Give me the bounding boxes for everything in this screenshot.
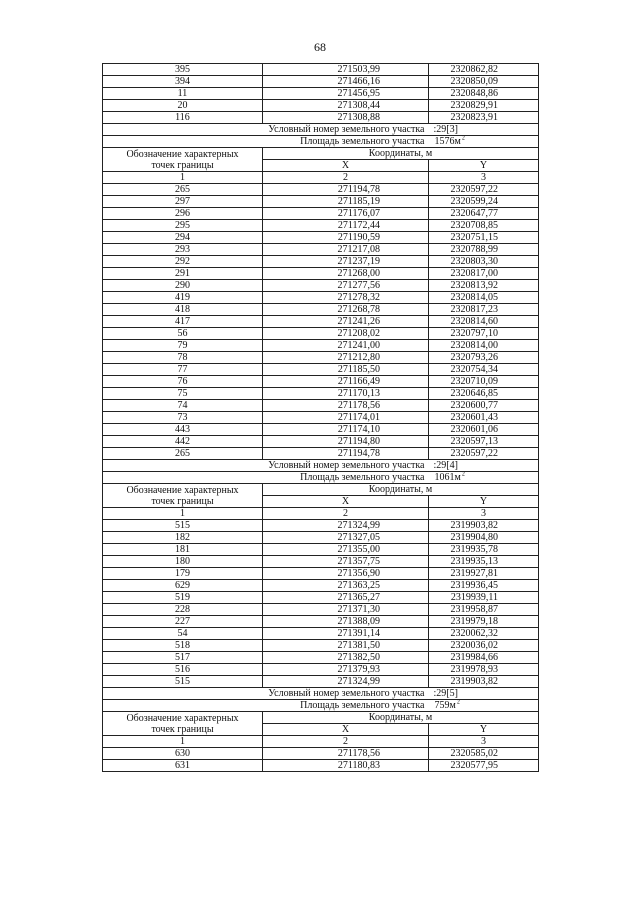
x-coordinate: 271237,19 [263, 256, 429, 268]
x-coordinate: 271456,95 [263, 88, 429, 100]
y-coordinate: 2320788,99 [429, 244, 539, 256]
x-coordinate: 271217,08 [263, 244, 429, 256]
x-coordinate: 271268,00 [263, 268, 429, 280]
y-coordinate: 2320814,05 [429, 292, 539, 304]
point-id: 180 [103, 556, 263, 568]
x-coordinate: 271212,80 [263, 352, 429, 364]
x-coordinate: 271324,99 [263, 520, 429, 532]
conditional-number-row [103, 688, 539, 700]
table-row [103, 532, 539, 544]
table-row [103, 520, 539, 532]
point-id: 394 [103, 76, 263, 88]
y-coordinate: 2320062,32 [429, 628, 539, 640]
point-id: 265 [103, 184, 263, 196]
y-coordinate: 2320601,06 [429, 424, 539, 436]
point-id: 395 [103, 64, 263, 76]
y-coordinate: 2320600,77 [429, 400, 539, 412]
point-designation-header [103, 484, 263, 508]
x-coordinate: 271355,00 [263, 544, 429, 556]
table-row [103, 328, 539, 340]
y-coordinate: 2319903,82 [429, 676, 539, 688]
x-coordinate: 271391,14 [263, 628, 429, 640]
x-coordinate: 271308,88 [263, 112, 429, 124]
conditional-number-cell [429, 124, 539, 136]
x-coordinate: 271365,27 [263, 592, 429, 604]
table-row [103, 568, 539, 580]
conditional-number-cell [429, 460, 539, 472]
y-coordinate: 2320597,13 [429, 436, 539, 448]
y-coordinate: 2320793,26 [429, 352, 539, 364]
x-coordinate: 271174,01 [263, 412, 429, 424]
y-coordinate: 2320646,85 [429, 388, 539, 400]
table-row [103, 616, 539, 628]
table-row [103, 436, 539, 448]
y-coordinate: 2320036,02 [429, 640, 539, 652]
point-id: 116 [103, 112, 263, 124]
y-coordinate: 2320817,23 [429, 304, 539, 316]
y-coordinate: 2320803,30 [429, 256, 539, 268]
point-id: 77 [103, 364, 263, 376]
y-coordinate: 2320862,82 [429, 64, 539, 76]
point-id: 631 [103, 760, 263, 772]
y-header: Y [429, 496, 539, 508]
point-id: 417 [103, 316, 263, 328]
y-coordinate: 2320601,43 [429, 412, 539, 424]
y-coordinate: 2320754,34 [429, 364, 539, 376]
point-id: 265 [103, 448, 263, 460]
y-coordinate: 2319935,13 [429, 556, 539, 568]
area-unit-superscript: 2 [461, 471, 465, 478]
x-coordinate: 271308,44 [263, 100, 429, 112]
x-coordinate: 271278,32 [263, 292, 429, 304]
x-coordinate: 271190,59 [263, 232, 429, 244]
table-row [103, 448, 539, 460]
point-designation-header [103, 148, 263, 172]
column-number-2: 2 [263, 736, 429, 748]
table-row [103, 184, 539, 196]
column-number-3: 3 [429, 508, 539, 520]
y-coordinate: 2319939,11 [429, 592, 539, 604]
conditional-number-label: Условный номер земельного участка [103, 460, 429, 472]
point-id: 290 [103, 280, 263, 292]
point-id: 418 [103, 304, 263, 316]
y-coordinate: 2320585,02 [429, 748, 539, 760]
page-number: 68 [314, 40, 326, 54]
area-number: 1576м [434, 136, 461, 147]
area-unit-superscript: 2 [456, 699, 460, 706]
x-coordinate: 271381,50 [263, 640, 429, 652]
x-coordinate: 271356,90 [263, 568, 429, 580]
x-coordinate: 271185,50 [263, 364, 429, 376]
table-row [103, 580, 539, 592]
column-number-row [103, 172, 539, 184]
table-row [103, 640, 539, 652]
area-label: Площадь земельного участка [103, 700, 429, 712]
table-row [103, 220, 539, 232]
y-coordinate: 2319958,87 [429, 604, 539, 616]
area-row [103, 472, 539, 484]
y-coordinate: 2320577,95 [429, 760, 539, 772]
table-row [103, 76, 539, 88]
coordinates-table-body [103, 64, 539, 772]
point-id: 76 [103, 376, 263, 388]
area-label: Площадь земельного участка [103, 136, 429, 148]
column-number-2: 2 [263, 172, 429, 184]
point-id: 295 [103, 220, 263, 232]
point-id: 292 [103, 256, 263, 268]
y-coordinate: 2320647,77 [429, 208, 539, 220]
area-cell [429, 700, 539, 712]
table-row [103, 232, 539, 244]
point-id: 291 [103, 268, 263, 280]
y-coordinate: 2319936,45 [429, 580, 539, 592]
point-id: 20 [103, 100, 263, 112]
table-row [103, 208, 539, 220]
conditional-number-label: Условный номер земельного участка [103, 688, 429, 700]
x-coordinate: 271172,44 [263, 220, 429, 232]
table-row [103, 268, 539, 280]
y-coordinate: 2320710,09 [429, 376, 539, 388]
point-id: 297 [103, 196, 263, 208]
point-id: 75 [103, 388, 263, 400]
x-coordinate: 271194,78 [263, 448, 429, 460]
column-number-2: 2 [263, 508, 429, 520]
table-row [103, 388, 539, 400]
area-label: Площадь земельного участка [103, 472, 429, 484]
point-id: 296 [103, 208, 263, 220]
y-coordinate: 2320599,24 [429, 196, 539, 208]
y-coordinate: 2320751,15 [429, 232, 539, 244]
point-id: 519 [103, 592, 263, 604]
table-row [103, 676, 539, 688]
table-row [103, 400, 539, 412]
point-id: 228 [103, 604, 263, 616]
table-row [103, 112, 539, 124]
column-number-3: 3 [429, 172, 539, 184]
header-row [103, 712, 539, 724]
point-designation-line2: точек границы [151, 159, 214, 171]
area-row [103, 136, 539, 148]
y-coordinate: 2320597,22 [429, 184, 539, 196]
table-row [103, 316, 539, 328]
table-row [103, 292, 539, 304]
area-cell [429, 136, 539, 148]
point-id: 293 [103, 244, 263, 256]
y-coordinate: 2319904,80 [429, 532, 539, 544]
table-row [103, 196, 539, 208]
table-row [103, 628, 539, 640]
column-number-row [103, 736, 539, 748]
table-row [103, 256, 539, 268]
x-coordinate: 271327,05 [263, 532, 429, 544]
point-designation-line1: Обозначение характерных [126, 712, 239, 724]
table-row [103, 424, 539, 436]
y-coordinate: 2319935,78 [429, 544, 539, 556]
y-coordinate: 2320797,10 [429, 328, 539, 340]
point-id: 442 [103, 436, 263, 448]
area-value [433, 700, 461, 712]
point-id: 74 [103, 400, 263, 412]
x-coordinate: 271208,02 [263, 328, 429, 340]
y-header: Y [429, 160, 539, 172]
coordinates-table [102, 63, 539, 772]
x-coordinate: 271176,07 [263, 208, 429, 220]
y-coordinate: 2320814,00 [429, 340, 539, 352]
y-coordinate: 2320708,85 [429, 220, 539, 232]
x-coordinate: 271324,99 [263, 676, 429, 688]
point-id: 78 [103, 352, 263, 364]
y-coordinate: 2320848,86 [429, 88, 539, 100]
table-row [103, 748, 539, 760]
x-coordinate: 271166,49 [263, 376, 429, 388]
x-coordinate: 271178,56 [263, 748, 429, 760]
column-number-1: 1 [103, 508, 263, 520]
column-number-3: 3 [429, 736, 539, 748]
point-designation-line1: Обозначение характерных [126, 148, 239, 160]
point-id: 515 [103, 520, 263, 532]
x-coordinate: 271503,99 [263, 64, 429, 76]
point-id: 11 [103, 88, 263, 100]
y-coordinate: 2319903,82 [429, 520, 539, 532]
conditional-number-value: :29[4] [433, 460, 458, 471]
x-coordinate: 271357,75 [263, 556, 429, 568]
area-number: 759м [434, 700, 456, 711]
table-row [103, 340, 539, 352]
column-number-row [103, 508, 539, 520]
area-cell [429, 472, 539, 484]
y-coordinate: 2320850,09 [429, 76, 539, 88]
x-coordinate: 271371,30 [263, 604, 429, 616]
area-row [103, 700, 539, 712]
coordinates-header: Координаты, м [263, 148, 539, 160]
table-row [103, 100, 539, 112]
column-number-1: 1 [103, 736, 263, 748]
conditional-number-value: :29[3] [433, 124, 458, 135]
point-id: 443 [103, 424, 263, 436]
table-row [103, 352, 539, 364]
table-row [103, 592, 539, 604]
x-coordinate: 271466,16 [263, 76, 429, 88]
table-row [103, 760, 539, 772]
point-designation-header [103, 712, 263, 736]
point-id: 227 [103, 616, 263, 628]
y-coordinate: 2320829,91 [429, 100, 539, 112]
point-id: 629 [103, 580, 263, 592]
y-coordinate: 2320813,92 [429, 280, 539, 292]
point-id: 294 [103, 232, 263, 244]
point-id: 73 [103, 412, 263, 424]
table-row [103, 604, 539, 616]
point-designation-line2: точек границы [151, 495, 214, 507]
y-coordinate: 2320597,22 [429, 448, 539, 460]
x-header: X [263, 724, 429, 736]
point-id: 181 [103, 544, 263, 556]
table-row [103, 412, 539, 424]
x-coordinate: 271388,09 [263, 616, 429, 628]
point-id: 54 [103, 628, 263, 640]
x-coordinate: 271178,56 [263, 400, 429, 412]
x-coordinate: 271194,78 [263, 184, 429, 196]
table-row [103, 556, 539, 568]
point-id: 630 [103, 748, 263, 760]
y-coordinate: 2319978,93 [429, 664, 539, 676]
point-id: 79 [103, 340, 263, 352]
x-coordinate: 271277,56 [263, 280, 429, 292]
area-unit-superscript: 2 [461, 135, 465, 142]
table-row [103, 544, 539, 556]
y-coordinate: 2319984,66 [429, 652, 539, 664]
area-number: 1061м [434, 472, 461, 483]
table-row [103, 664, 539, 676]
table-row [103, 652, 539, 664]
x-header: X [263, 160, 429, 172]
conditional-number-row [103, 460, 539, 472]
point-id: 419 [103, 292, 263, 304]
point-designation-line2: точек границы [151, 723, 214, 735]
column-number-1: 1 [103, 172, 263, 184]
x-coordinate: 271241,00 [263, 340, 429, 352]
x-coordinate: 271180,83 [263, 760, 429, 772]
area-value [433, 136, 466, 148]
x-coordinate: 271194,80 [263, 436, 429, 448]
y-coordinate: 2320814,60 [429, 316, 539, 328]
conditional-number-row [103, 124, 539, 136]
x-coordinate: 271185,19 [263, 196, 429, 208]
x-coordinate: 271174,10 [263, 424, 429, 436]
y-coordinate: 2319979,18 [429, 616, 539, 628]
table-row [103, 244, 539, 256]
table-row [103, 88, 539, 100]
table-row [103, 376, 539, 388]
header-row [103, 484, 539, 496]
conditional-number-cell [429, 688, 539, 700]
y-coordinate: 2319927,81 [429, 568, 539, 580]
coordinates-header: Координаты, м [263, 484, 539, 496]
y-coordinate: 2320823,91 [429, 112, 539, 124]
table-row [103, 304, 539, 316]
area-value [433, 472, 466, 484]
table-row [103, 364, 539, 376]
x-coordinate: 271379,93 [263, 664, 429, 676]
table-row [103, 280, 539, 292]
table-row [103, 64, 539, 76]
point-designation-line1: Обозначение характерных [126, 484, 239, 496]
point-id: 518 [103, 640, 263, 652]
x-coordinate: 271170,13 [263, 388, 429, 400]
conditional-number-value: :29[5] [433, 688, 458, 699]
point-id: 179 [103, 568, 263, 580]
y-coordinate: 2320817,00 [429, 268, 539, 280]
x-coordinate: 271382,50 [263, 652, 429, 664]
point-id: 516 [103, 664, 263, 676]
point-id: 56 [103, 328, 263, 340]
point-id: 517 [103, 652, 263, 664]
point-id: 182 [103, 532, 263, 544]
x-header: X [263, 496, 429, 508]
header-row [103, 148, 539, 160]
x-coordinate: 271241,26 [263, 316, 429, 328]
y-header: Y [429, 724, 539, 736]
conditional-number-label: Условный номер земельного участка [103, 124, 429, 136]
x-coordinate: 271363,25 [263, 580, 429, 592]
coordinates-header: Координаты, м [263, 712, 539, 724]
point-id: 515 [103, 676, 263, 688]
x-coordinate: 271268,78 [263, 304, 429, 316]
